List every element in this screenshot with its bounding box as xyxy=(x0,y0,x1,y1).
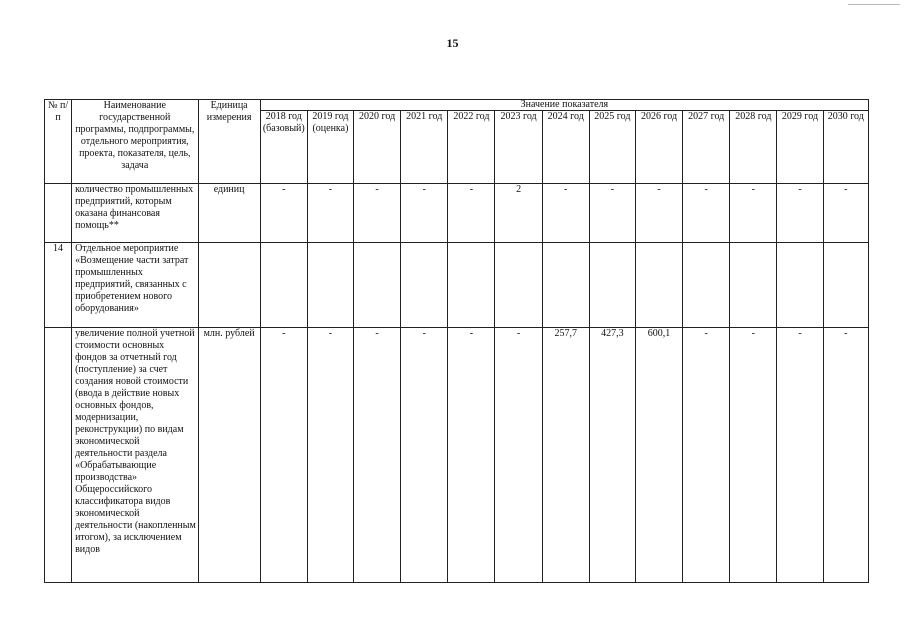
row-name: Отдельное мероприятие «Возмещение части затрат промышленных предприятий, связанных с приобретением нового оборудования» xyxy=(72,243,198,328)
year-header: 2024 год xyxy=(542,111,589,184)
scan-artifact-line xyxy=(848,4,900,5)
value-cell xyxy=(307,243,353,328)
value-cell: - xyxy=(354,328,401,583)
year-header: 2027 год xyxy=(683,111,730,184)
value-cell: - xyxy=(730,328,777,583)
year-header: 2028 год xyxy=(730,111,777,184)
value-cell: - xyxy=(542,184,589,243)
value-cell: 427,3 xyxy=(589,328,635,583)
value-cell xyxy=(542,243,589,328)
year-header: 2026 год xyxy=(635,111,682,184)
value-cell: 2 xyxy=(495,184,542,243)
year-header: 2025 год xyxy=(589,111,635,184)
year-header: 2019 год (оценка) xyxy=(307,111,353,184)
year-header: 2021 год xyxy=(401,111,448,184)
year-header: 2018 год (базовый) xyxy=(260,111,307,184)
value-cell xyxy=(448,243,495,328)
value-cell: - xyxy=(730,184,777,243)
value-cell: - xyxy=(777,184,823,243)
value-cell xyxy=(730,243,777,328)
value-cell: - xyxy=(823,184,868,243)
value-cell: - xyxy=(260,328,307,583)
table-row xyxy=(45,184,869,243)
value-cell: - xyxy=(683,184,730,243)
row-unit: единиц xyxy=(198,184,260,243)
value-cell xyxy=(354,243,401,328)
value-cell: - xyxy=(307,184,353,243)
value-cell: 600,1 xyxy=(635,328,682,583)
value-cell xyxy=(495,243,542,328)
value-cell: - xyxy=(307,328,353,583)
row-num xyxy=(45,328,72,583)
row-num: 14 xyxy=(45,243,72,328)
value-cell: - xyxy=(401,328,448,583)
indicators-table xyxy=(44,99,869,583)
year-header: 2022 год xyxy=(448,111,495,184)
page-number: 15 xyxy=(446,36,459,50)
header-values-group: Значение показателя xyxy=(260,100,868,111)
value-cell: - xyxy=(683,328,730,583)
table-row xyxy=(45,328,869,583)
header-row xyxy=(45,100,869,111)
value-cell xyxy=(589,243,635,328)
value-cell: - xyxy=(495,328,542,583)
value-cell: - xyxy=(823,328,868,583)
value-cell xyxy=(683,243,730,328)
value-cell: - xyxy=(589,184,635,243)
header-name: Наименование государственной программы, подпрограммы, отдельного мероприятия, проекта, показателя, цель, задача xyxy=(72,100,198,184)
value-cell: - xyxy=(777,328,823,583)
value-cell: - xyxy=(260,184,307,243)
value-cell: - xyxy=(635,184,682,243)
year-header: 2020 год xyxy=(354,111,401,184)
year-header: 2029 год xyxy=(777,111,823,184)
row-num xyxy=(45,184,72,243)
header-num: № п/п xyxy=(45,100,72,184)
header-unit: Единица измерения xyxy=(198,100,260,184)
row-name: количество промышленных предприятий, которым оказана финансовая помощь** xyxy=(72,184,198,243)
value-cell: 257,7 xyxy=(542,328,589,583)
value-cell xyxy=(401,243,448,328)
year-header: 2023 год xyxy=(495,111,542,184)
value-cell: - xyxy=(401,184,448,243)
value-cell xyxy=(260,243,307,328)
value-cell: - xyxy=(354,184,401,243)
row-name: увеличение полной учетной стоимости основных фондов за отчетный год (поступление) за счет создания новой стоимости (ввода в действие новых основных фондов, модернизации, реконструкции) по видам экономической деятельности раздела «Обрабатывающие производства» Общероссийского классификатора видов экономической деятельности (накопленным итогом), за исключением видов xyxy=(72,328,198,583)
value-cell xyxy=(777,243,823,328)
year-header: 2030 год xyxy=(823,111,868,184)
value-cell: - xyxy=(448,184,495,243)
value-cell xyxy=(635,243,682,328)
value-cell: - xyxy=(448,328,495,583)
row-unit xyxy=(198,243,260,328)
table-row xyxy=(45,243,869,328)
row-unit: млн. рублей xyxy=(198,328,260,583)
value-cell xyxy=(823,243,868,328)
